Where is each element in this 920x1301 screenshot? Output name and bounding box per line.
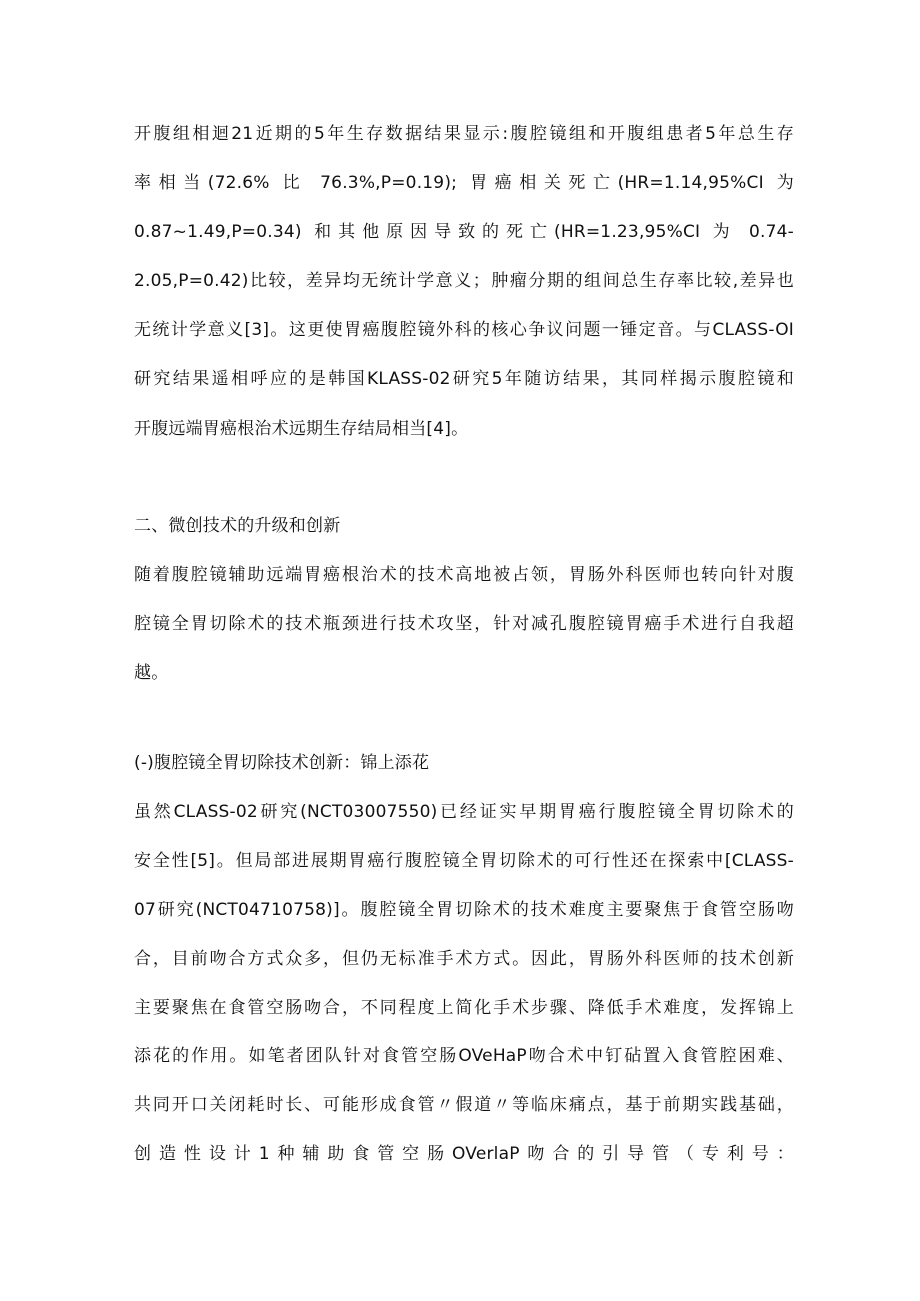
paragraph-3-line-5: 主要聚焦在食管空肠吻合，不同程度上简化手术步骤、降低手术难度，发挥锦上 (134, 998, 794, 1018)
paragraph-2-line-2: 腔镜全胃切除术的技术瓶颈进行技术攻坚，针对减孔腹腔镜胃癌手术进行自我超 (134, 614, 794, 634)
paragraph-1-line-4: 2.05,P=0.42)比较，差异均无统计学意义；肿瘤分期的组间总生存率比较,差异也 (134, 271, 794, 291)
paragraph-1-line-6: 研究结果遥相呼应的是韩国KLASS-02研究5年随访结果，其同样揭示腹腔镜和 (134, 369, 794, 389)
paragraph-1-line-5: 无统计学意义[3]。这更使胃癌腹腔镜外科的核心争议问题一锤定音。与CLASS-OI (134, 320, 794, 340)
paragraph-1-line-3: 0.87~1.49,P=0.34) 和其他原因导致的死亡(HR=1.23,95%CI 为 0.74- (134, 222, 794, 242)
paragraph-2-line-1: 随着腹腔镜辅助远端胃癌根治术的技术高地被占领，胃肠外科医师也转向针对腹 (134, 565, 794, 585)
paragraph-3-line-6: 添花的作用。如笔者团队针对食管空肠OVeHaP吻合术中钉砧置入食管腔困难、 (134, 1046, 794, 1066)
paragraph-3-line-2: 安全性[5]。但局部进展期胃癌行腹腔镜全胃切除术的可行性还在探索中[CLASS- (134, 851, 794, 871)
paragraph-3-line-1: 虽然CLASS-02研究(NCT03007550)已经证实早期胃癌行腹腔镜全胃切除术的 (134, 802, 794, 822)
section-2-title: 二、微创技术的升级和创新 (134, 516, 341, 536)
paragraph-3-line-8: 创造性设计1种辅助食管空肠OVerlaP吻合的引导管（专利号： (134, 1144, 794, 1164)
subsection-1-title: (-)腹腔镜全胃切除技术创新：锦上添花 (134, 753, 430, 773)
paragraph-3-line-3: 07研究(NCT04710758)]。腹腔镜全胃切除术的技术难度主要聚焦于食管空肠吻 (134, 900, 794, 920)
paragraph-3-line-7: 共同开口关闭耗时长、可能形成食管〃假道〃等临床痛点，基于前期实践基础， (134, 1095, 794, 1115)
paragraph-2-line-3: 越。 (134, 663, 169, 683)
paragraph-1-line-7: 开腹远端胃癌根治术远期生存结局相当[4]。 (134, 419, 469, 439)
paragraph-1-line-1: 开腹组相迴21近期的5年生存数据结果显示:腹腔镜组和开腹组患者5年总生存 (134, 124, 794, 144)
paragraph-3-line-4: 合，目前吻合方式众多，但仍无标准手术方式。因此，胃肠外科医师的技术创新 (134, 949, 794, 969)
paragraph-1-line-2: 率相当(72.6% 比 76.3%,P=0.19); 胃癌相关死亡(HR=1.14,95%CI 为 (134, 173, 794, 193)
